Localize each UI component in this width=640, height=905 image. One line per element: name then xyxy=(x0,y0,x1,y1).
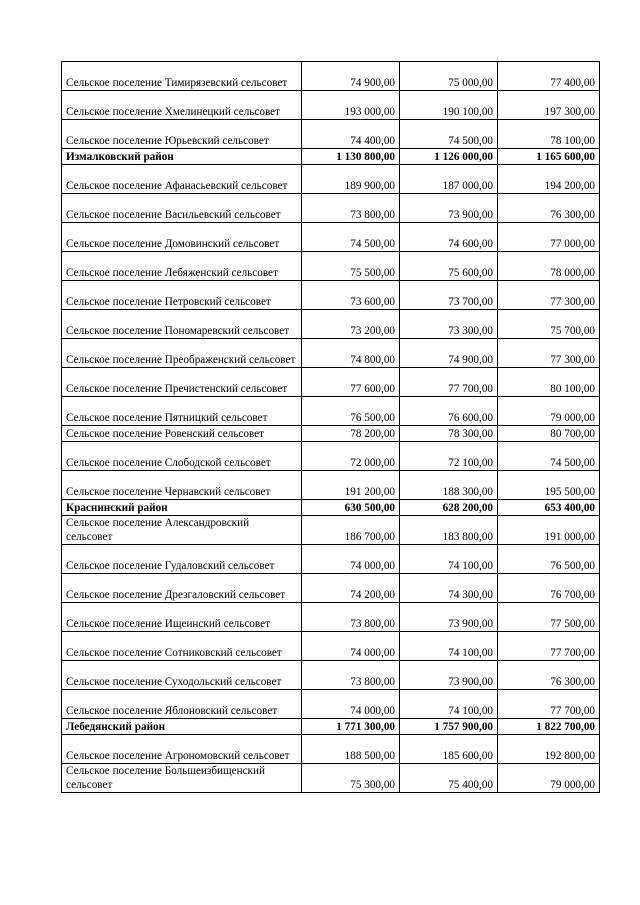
settlement-row xyxy=(62,471,600,500)
value-cell-3: 77 300,00 xyxy=(498,281,600,310)
value-cell-3: 79 000,00 xyxy=(498,397,600,426)
value-cell-1: 1 771 300,00 xyxy=(302,719,400,735)
settlement-row xyxy=(62,690,600,719)
value-cell-3: 78 000,00 xyxy=(498,252,600,281)
district-total-row xyxy=(62,149,600,165)
settlement-row xyxy=(62,310,600,339)
value-cell-1: 74 000,00 xyxy=(302,632,400,661)
value-cell-2: 187 000,00 xyxy=(400,165,498,194)
value-cell-2: 183 800,00 xyxy=(400,516,498,545)
name-cell: Сельское поселение Пречистенский сельсовет xyxy=(62,368,302,397)
name-cell: Сельское поселение Суходольский сельсовет xyxy=(62,661,302,690)
value-cell-3: 76 500,00 xyxy=(498,545,600,574)
settlement-row xyxy=(62,62,600,91)
value-cell-1: 74 800,00 xyxy=(302,339,400,368)
value-cell-2: 185 600,00 xyxy=(400,735,498,764)
value-cell-1: 630 500,00 xyxy=(302,500,400,516)
value-cell-2: 190 100,00 xyxy=(400,91,498,120)
value-cell-2: 73 900,00 xyxy=(400,194,498,223)
value-cell-2: 74 900,00 xyxy=(400,339,498,368)
settlement-row xyxy=(62,574,600,603)
name-cell: Сельское поселение Лебяженский сельсовет xyxy=(62,252,302,281)
settlement-row xyxy=(62,516,600,545)
settlement-row xyxy=(62,281,600,310)
name-cell: Сельское поселение Тимирязевский сельсовет xyxy=(62,62,302,91)
value-cell-3: 76 700,00 xyxy=(498,574,600,603)
settlement-row xyxy=(62,545,600,574)
value-cell-1: 74 000,00 xyxy=(302,690,400,719)
value-cell-3: 76 300,00 xyxy=(498,194,600,223)
name-cell: Сельское поселение Хмелинецкий сельсовет xyxy=(62,91,302,120)
value-cell-1: 73 800,00 xyxy=(302,194,400,223)
settlement-row xyxy=(62,442,600,471)
value-cell-2: 73 300,00 xyxy=(400,310,498,339)
settlement-row xyxy=(62,426,600,442)
name-cell: Лебедянский район xyxy=(62,719,302,735)
value-cell-1: 74 900,00 xyxy=(302,62,400,91)
name-cell: Сельское поселение Ищеинский сельсовет xyxy=(62,603,302,632)
name-cell: Сельское поселение Сотниковский сельсовет xyxy=(62,632,302,661)
value-cell-1: 73 600,00 xyxy=(302,281,400,310)
value-cell-2: 74 600,00 xyxy=(400,223,498,252)
value-cell-1: 188 500,00 xyxy=(302,735,400,764)
value-cell-3: 195 500,00 xyxy=(498,471,600,500)
value-cell-3: 76 300,00 xyxy=(498,661,600,690)
value-cell-3: 75 700,00 xyxy=(498,310,600,339)
name-cell: Сельское поселение Пятницкий сельсовет xyxy=(62,397,302,426)
settlement-row xyxy=(62,91,600,120)
settlement-row xyxy=(62,632,600,661)
value-cell-2: 78 300,00 xyxy=(400,426,498,442)
value-cell-1: 193 000,00 xyxy=(302,91,400,120)
name-cell: Сельское поселение Домовинский сельсовет xyxy=(62,223,302,252)
value-cell-1: 74 500,00 xyxy=(302,223,400,252)
value-cell-2: 1 757 900,00 xyxy=(400,719,498,735)
value-cell-3: 77 700,00 xyxy=(498,632,600,661)
value-cell-2: 1 126 000,00 xyxy=(400,149,498,165)
value-cell-2: 74 500,00 xyxy=(400,120,498,149)
value-cell-1: 73 800,00 xyxy=(302,661,400,690)
value-cell-2: 74 300,00 xyxy=(400,574,498,603)
name-cell: Сельское поселение Преображенский сельсовет xyxy=(62,339,302,368)
value-cell-1: 76 500,00 xyxy=(302,397,400,426)
name-cell: Сельское поселение Афанасьевский сельсовет xyxy=(62,165,302,194)
value-cell-3: 77 300,00 xyxy=(498,339,600,368)
value-cell-3: 194 200,00 xyxy=(498,165,600,194)
value-cell-1: 1 130 800,00 xyxy=(302,149,400,165)
name-cell: Сельское поселение Слободской сельсовет xyxy=(62,442,302,471)
value-cell-2: 77 700,00 xyxy=(400,368,498,397)
settlement-row xyxy=(62,603,600,632)
name-cell: Сельское поселение Васильевский сельсовет xyxy=(62,194,302,223)
value-cell-2: 75 600,00 xyxy=(400,252,498,281)
value-cell-2: 73 700,00 xyxy=(400,281,498,310)
value-cell-1: 73 200,00 xyxy=(302,310,400,339)
value-cell-1: 75 500,00 xyxy=(302,252,400,281)
value-cell-3: 78 100,00 xyxy=(498,120,600,149)
value-cell-1: 186 700,00 xyxy=(302,516,400,545)
settlement-row xyxy=(62,194,600,223)
value-cell-2: 74 100,00 xyxy=(400,690,498,719)
settlement-row xyxy=(62,165,600,194)
value-cell-2: 188 300,00 xyxy=(400,471,498,500)
settlement-row xyxy=(62,223,600,252)
name-cell: Сельское поселение Александровский сельсовет xyxy=(62,516,302,545)
name-cell: Краснинский район xyxy=(62,500,302,516)
value-cell-1: 74 000,00 xyxy=(302,545,400,574)
value-cell-3: 80 100,00 xyxy=(498,368,600,397)
value-cell-1: 78 200,00 xyxy=(302,426,400,442)
name-cell: Измалковский район xyxy=(62,149,302,165)
settlement-row xyxy=(62,735,600,764)
value-cell-1: 189 900,00 xyxy=(302,165,400,194)
district-total-row xyxy=(62,719,600,735)
value-cell-2: 73 900,00 xyxy=(400,603,498,632)
name-cell: Сельское поселение Петровский сельсовет xyxy=(62,281,302,310)
value-cell-2: 75 400,00 xyxy=(400,764,498,793)
name-cell: Сельское поселение Чернавский сельсовет xyxy=(62,471,302,500)
settlement-row xyxy=(62,368,600,397)
value-cell-1: 72 000,00 xyxy=(302,442,400,471)
name-cell: Сельское поселение Яблоновский сельсовет xyxy=(62,690,302,719)
value-cell-1: 74 200,00 xyxy=(302,574,400,603)
settlement-row xyxy=(62,661,600,690)
name-cell: Сельское поселение Юрьевский сельсовет xyxy=(62,120,302,149)
value-cell-3: 197 300,00 xyxy=(498,91,600,120)
value-cell-2: 76 600,00 xyxy=(400,397,498,426)
value-cell-3: 74 500,00 xyxy=(498,442,600,471)
settlement-row xyxy=(62,252,600,281)
value-cell-3: 653 400,00 xyxy=(498,500,600,516)
name-cell: Сельское поселение Агрономовский сельсовет xyxy=(62,735,302,764)
value-cell-3: 1 165 600,00 xyxy=(498,149,600,165)
value-cell-1: 191 200,00 xyxy=(302,471,400,500)
budget-table-body xyxy=(62,62,600,793)
value-cell-3: 1 822 700,00 xyxy=(498,719,600,735)
budget-table xyxy=(61,61,600,793)
value-cell-3: 79 000,00 xyxy=(498,764,600,793)
value-cell-2: 75 000,00 xyxy=(400,62,498,91)
value-cell-3: 77 400,00 xyxy=(498,62,600,91)
district-total-row xyxy=(62,500,600,516)
value-cell-3: 191 000,00 xyxy=(498,516,600,545)
value-cell-3: 77 000,00 xyxy=(498,223,600,252)
value-cell-1: 77 600,00 xyxy=(302,368,400,397)
value-cell-3: 192 800,00 xyxy=(498,735,600,764)
settlement-row xyxy=(62,120,600,149)
value-cell-2: 72 100,00 xyxy=(400,442,498,471)
settlement-row xyxy=(62,339,600,368)
value-cell-1: 75 300,00 xyxy=(302,764,400,793)
value-cell-2: 74 100,00 xyxy=(400,545,498,574)
value-cell-2: 628 200,00 xyxy=(400,500,498,516)
value-cell-1: 73 800,00 xyxy=(302,603,400,632)
name-cell: Сельское поселение Большеизбищенский сельсовет xyxy=(62,764,302,793)
name-cell: Сельское поселение Дрезгаловский сельсовет xyxy=(62,574,302,603)
name-cell: Сельское поселение Ровенский сельсовет xyxy=(62,426,302,442)
settlement-row xyxy=(62,764,600,793)
name-cell: Сельское поселение Гудаловский сельсовет xyxy=(62,545,302,574)
value-cell-3: 80 700,00 xyxy=(498,426,600,442)
settlement-row xyxy=(62,397,600,426)
value-cell-1: 74 400,00 xyxy=(302,120,400,149)
value-cell-3: 77 700,00 xyxy=(498,690,600,719)
value-cell-2: 73 900,00 xyxy=(400,661,498,690)
name-cell: Сельское поселение Пономаревский сельсовет xyxy=(62,310,302,339)
value-cell-2: 74 100,00 xyxy=(400,632,498,661)
value-cell-3: 77 500,00 xyxy=(498,603,600,632)
